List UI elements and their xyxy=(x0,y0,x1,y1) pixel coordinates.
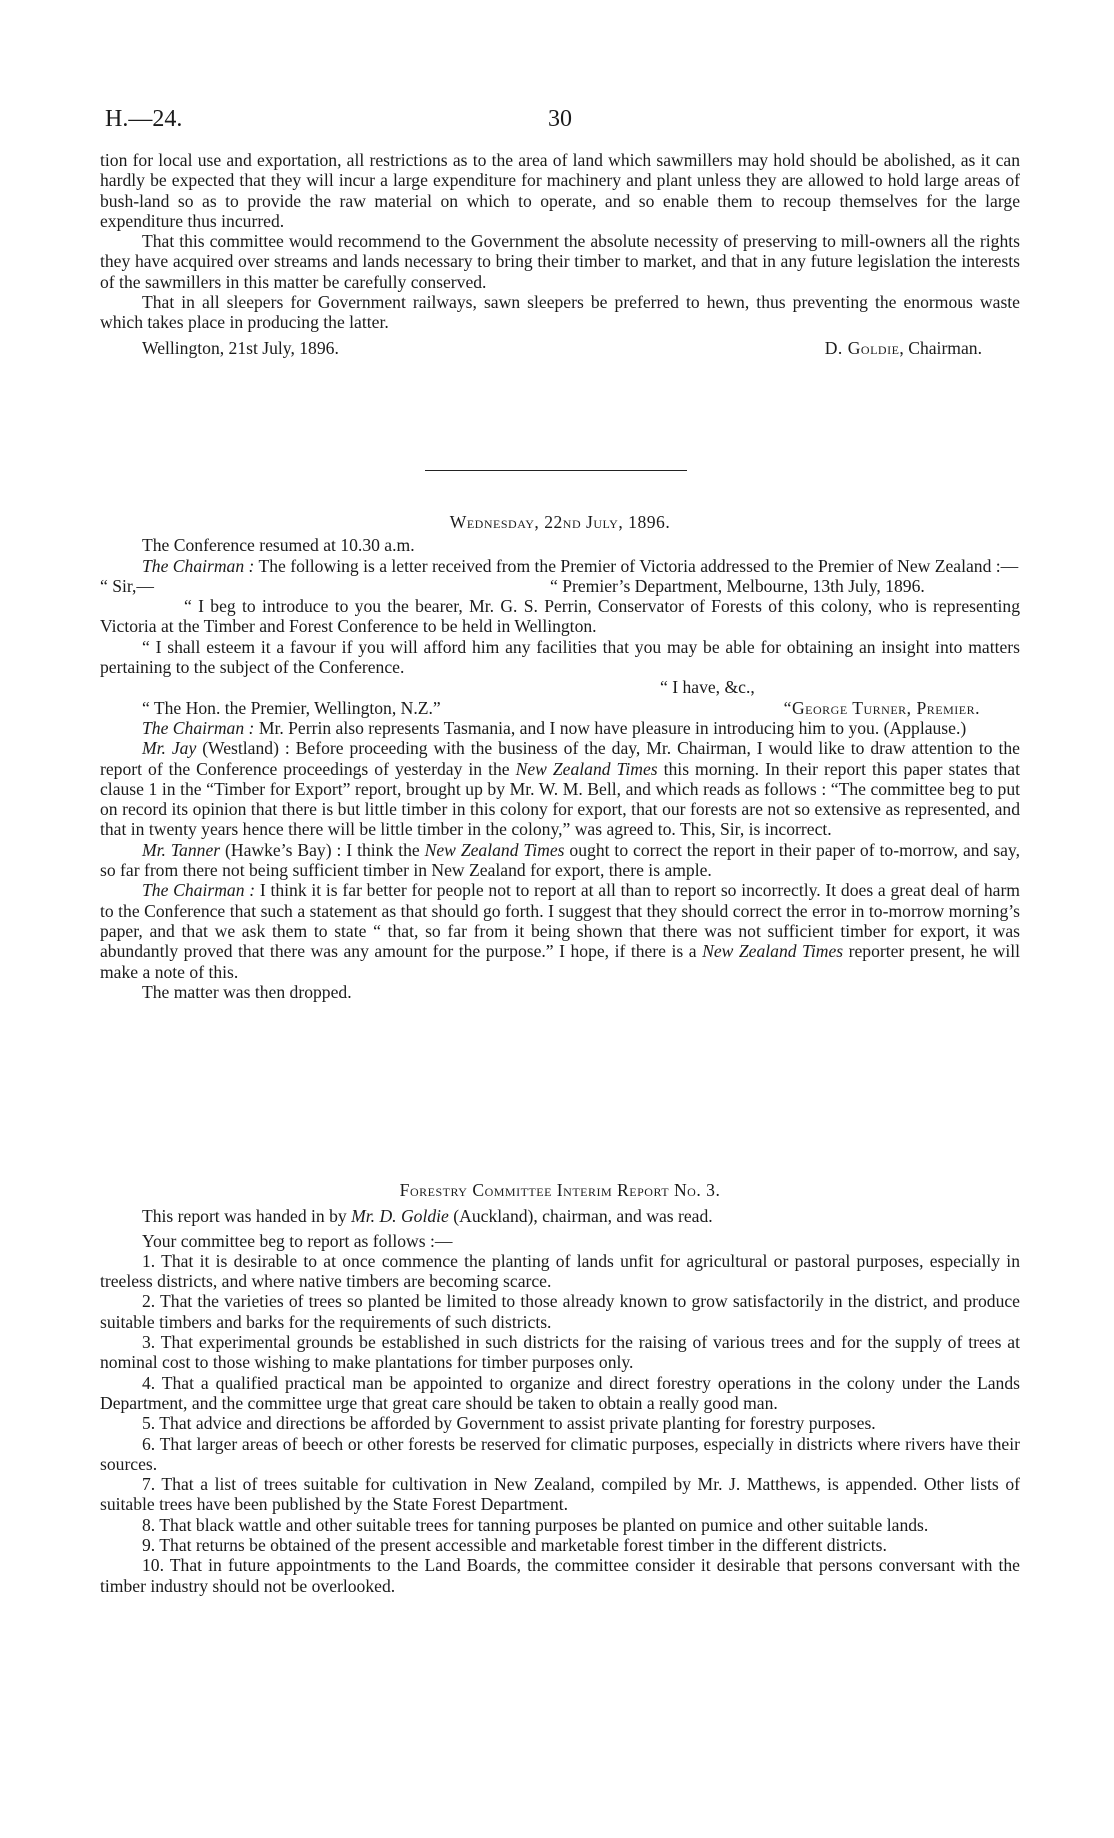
letter-paragraph: “ I beg to introduce to you the bearer, Mr. G. S. Perrin, Conservator of Forests of this colony, who is representing Victoria at the Timber and Forest Conference to be held in Wellington. xyxy=(100,596,1020,637)
committee-report-continuation xyxy=(100,150,1020,358)
paragraph: Your committee beg to report as follows :— xyxy=(142,1230,453,1251)
signature-title: , Chairman. xyxy=(899,337,982,358)
signature-line xyxy=(100,338,1020,358)
newspaper-title: New Zealand Times xyxy=(424,839,565,860)
paragraph: The Conference resumed at 10.30 a.m. xyxy=(142,535,415,556)
list-item: 3. That experimental grounds be established in such districts for the raising of various trees and for the supply of trees at nominal cost to those wishing to make plantations for timber purposes only. xyxy=(100,1332,1020,1373)
page-number: 30 xyxy=(548,106,572,132)
report-reference: H.—24. xyxy=(105,106,183,132)
forestry-report xyxy=(100,1180,1020,1596)
letter-header: “ Premier’s Department, Melbourne, 13th July, 1896. xyxy=(550,575,925,596)
list-item: 4. That a qualified practical man be appointed to organize and direct forestry operations in the colony under the Lands Department, and the committee urge that great care should be taken to obtain a really good man. xyxy=(100,1372,1020,1413)
list-item: 6. That larger areas of beech or other forests be reserved for climatic purposes, especially in districts where rivers have their sources. xyxy=(100,1433,1020,1474)
paragraph: The Chairman : The following is a letter received from the Premier of Victoria addressed to the Premier of New Zealand :— xyxy=(142,555,1019,576)
speaker: The Chairman : xyxy=(142,717,255,738)
paragraph: That this committee would recommend to the Government the absolute necessity of preserving to mill-owners all the rights they have acquired over streams and lands necessary to bring their timber to market, and that in any future legislation the interests of the sawmillers in this matter be carefully conserved. xyxy=(100,231,1020,292)
paragraph: The matter was then dropped. xyxy=(142,981,352,1002)
paragraph: Mr. Jay (Westland) : Before proceeding with the business of the day, Mr. Chairman, I would like to draw attention to the report of the Conference proceedings of yesterday in the New Zealand Times this morning. In their report this paper states that clause 1 in the “Timber for Export” report, brought up by Mr. W. M. Bell, and which reads as follows : “The committee beg to put on record its opinion that there is but little timber in this colony for export, that our forests are not so extensive as represented, and that in twenty years hence there will be little timber in the colony,” was agreed to. This, Sir, is incorrect. xyxy=(100,738,1020,840)
list-item: 10. That in future appointments to the Land Boards, the committee consider it desirable that persons conversant with the timber industry should not be overlooked. xyxy=(100,1555,1020,1596)
letter-salutation: “ Sir,— xyxy=(100,575,155,596)
list-item: 5. That advice and directions be afforded by Government to assist private planting for forestry purposes. xyxy=(142,1413,876,1434)
speaker: The Chairman : xyxy=(142,555,255,576)
paragraph: The Chairman : Mr. Perrin also represents Tasmania, and I now have pleasure in introducing him to you. (Applause.) xyxy=(142,717,967,738)
list-item: 7. That a list of trees suitable for cultivation in New Zealand, compiled by Mr. J. Matthews, is appended. Other lists of suitable trees have been published by the State Forest Department. xyxy=(100,1474,1020,1515)
letter-address-row xyxy=(100,698,1020,718)
list-item: 9. That returns be obtained of the present accessible and marketable forest timber in the different districts. xyxy=(142,1535,887,1556)
list-item: 1. That it is desirable to at once commence the planting of lands unfit for agricultural or pastoral purposes, especially in treeless districts, and where native timbers are becoming scarce. xyxy=(100,1250,1020,1292)
list-item: 8. That black wattle and other suitable trees for tanning purposes be planted on pumice and other suitable lands. xyxy=(142,1514,929,1535)
date-heading: Wednesday, 22nd July, 1896. xyxy=(449,512,671,532)
speaker: The Chairman : xyxy=(142,880,256,901)
chairman-name: Mr. D. Goldie xyxy=(351,1206,449,1227)
speaker: Mr. Tanner xyxy=(142,839,221,860)
paragraph: tion for local use and exportation, all restrictions as to the area of land which sawmillers may hold should be abolished, as it can hardly be expected that they will incur a large expenditure for machinery and plant unless they are allowed to hold large areas of bush-land so as to provide the raw material on which to operate, and so enable them to recoup themselves for the large expenditure thus incurred. xyxy=(100,150,1020,231)
wednesday-proceedings xyxy=(100,512,1020,1002)
signature-name: D. Goldie xyxy=(824,337,900,358)
section-divider xyxy=(425,470,687,471)
letter-heading-row xyxy=(100,576,1020,596)
letter-paragraph: “ I shall esteem it a favour if you will afford him any facilities that you may be able for obtaining an insight into matters pertaining to the subject of the Conference. xyxy=(100,636,1020,678)
paragraph: This report was handed in by Mr. D. Goldie (Auckland), chairman, and was read. xyxy=(142,1206,713,1227)
section-heading: Forestry Committee Interim Report No. 3. xyxy=(399,1180,721,1200)
place-date: Wellington, 21st July, 1896. xyxy=(142,337,339,358)
newspaper-title: New Zealand Times xyxy=(515,758,658,779)
paragraph: That in all sleepers for Government railways, sawn sleepers be preferred to hewn, thus preventing the enormous waste which takes place in producing the latter. xyxy=(100,292,1020,333)
signature xyxy=(825,338,982,358)
letter-close: “ I have, &c., xyxy=(660,677,755,698)
list-item: 2. That the varieties of trees so planted be limited to those already known to grow satisfactorily in the district, and produce suitable timbers and barks for the requirements of such districts. xyxy=(100,1291,1020,1332)
letter-signer: “George Turner, Premier. xyxy=(783,697,980,718)
paragraph: The Chairman : I think it is far better for people not to report at all than to report so incorrectly. It does a great deal of harm to the Conference that such a statement as that should go forth. I suggest that they should correct the error in to-morrow morning’s paper, and that we ask them to state “ that, so far from it being shown that there was not sufficient timber for export, it was abundantly proved that there was any amount for the purpose.” I hope, if there is a New Zealand Times reporter present, he will make a note of this. xyxy=(100,880,1020,982)
newspaper-title: New Zealand Times xyxy=(702,941,844,962)
speaker: Mr. Jay xyxy=(142,738,197,759)
paragraph: Mr. Tanner (Hawke’s Bay) : I think the New Zealand Times ought to correct the report in their paper of to-morrow, and say, so far from there not being sufficient timber in New Zealand for export, there is ample. xyxy=(100,839,1020,881)
letter-addressee: “ The Hon. the Premier, Wellington, N.Z.” xyxy=(142,697,441,718)
